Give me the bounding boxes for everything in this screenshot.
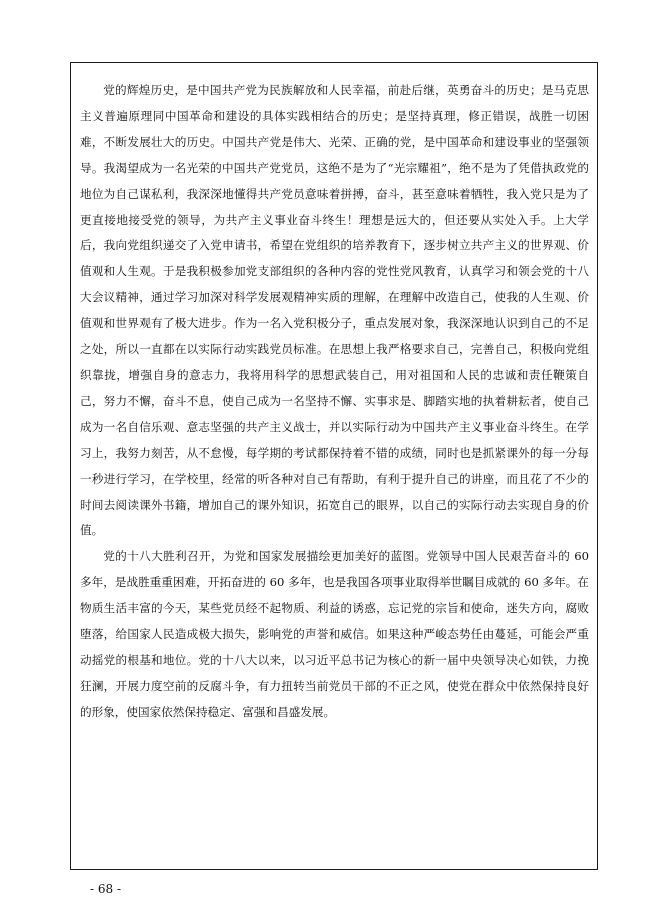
body-text — [80, 78, 589, 726]
paragraph: 党的辉煌历史，是中国共产党为民族解放和人民幸福，前赴后继，英勇奋斗的历史；是马克思主义普遍原理同中国革命和建设的具体实践相结合的历史；是坚持真理，修正错误，战胜一切困难，不断发展壮大的历史。中国共产党是伟大、光荣、正确的党，是中国革命和建设事业的坚强领导。我渴望成为一名光荣的中国共产党党员，这绝不是为了“光宗耀祖”，绝不是为了凭借执政党的地位为自己谋私利，我深深地懂得共产党员意味着拼搏，奋斗，甚至意味着牺牲，我入党只是为了更直接地接受党的领导，为共产主义事业奋斗终生！理想是远大的，但还要从实处入手。上大学后，我向党组织递交了入党申请书，希望在党组织的培养教育下，逐步树立共产主义的世界观、价值观和人生观。于是我积极参加党支部组织的各种内容的党性党风教育，认真学习和领会党的十八大会议精神，通过学习加深对科学发展观精神实质的理解，在理解中改造自己，使我的人生观、价值观和世界观有了极大进步。作为一名入党积极分子，重点发展对象，我深深地认识到自己的不足之处，所以一直都在以实际行动实践党员标准。在思想上我严格要求自己，完善自己，积极向党组织靠拢，增强自身的意志力，我将用科学的思想武装自己，用对祖国和人民的忠诚和责任鞭策自己，努力不懈，奋斗不息，使自己成为一名坚持不懈、实事求是、脚踏实地的执着耕耘者，使自己成为一名自信乐观、意志坚强的共产主义战士，并以实际行动为中国共产主义事业奋斗终生。在学习上，我努力刻苦，从不怠慢，每学期的考试都保持着不错的成绩，同时也是抓紧课外的每一分每一秒进行学习，在学校里，经常的听各种对自己有帮助，有利于提升自己的讲座，而且花了不少的时间去阅读课外书籍，增加自己的课外知识，拓宽自己的眼界，以自己的实际行动去实现自身的价值。 — [80, 83, 589, 538]
page-number: - 68 - — [90, 882, 122, 896]
paragraph: 党的十八大胜利召开，为党和国家发展描绘更加美好的蓝图。党领导中国人民艰苦奋斗的 60 多年，是战胜重重困难，开拓奋进的 60 多年，也是我国各项事业取得举世瞩目成就的 60 多年。在物质生活丰富的今天，某些党员经不起物质、利益的诱惑，忘记党的宗旨和使命，迷失方向，腐败堕落，给国家人民造成极大损失，影响党的声誉和威信。如果这种严峻态势任由蔓延，可能会严重动摇党的根基和地位。党的十八大以来，以习近平总书记为核心的新一届中央领导决心如铁，力挽狂澜，开展力度空前的反腐斗争，有力扭转当前党员干部的不正之风，使党在群众中依然保持良好的形象，使国家依然保持稳定、富强和昌盛发展。 — [80, 549, 589, 719]
